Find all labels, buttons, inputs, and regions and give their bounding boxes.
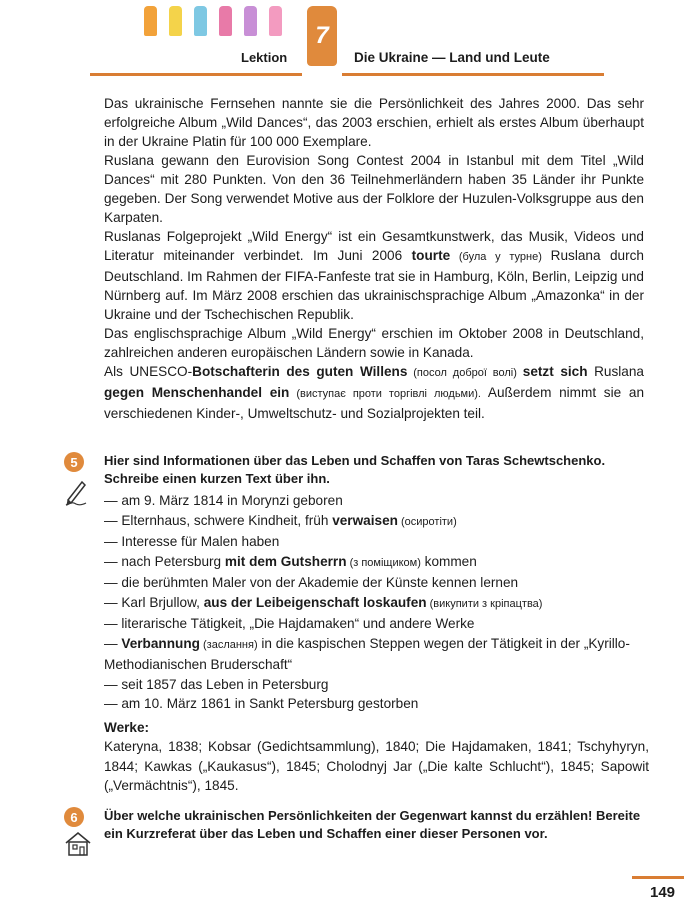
list-item-pre: — nach Petersburg (104, 553, 225, 569)
task-6-instruction: Über welche ukrainischen Persönlichkeiten der Gegenwart kannst du erzählen! Bereite ein Kurzreferat über das Leben und Schaffen einer dieser Personen vor. (104, 808, 641, 841)
paragraph-3 (104, 227, 644, 324)
p5-text-c: Außerdem nimmt sie an verschiedenen Kinder-, Umweltschutz- und Sozialprojekten teil. (104, 385, 644, 421)
task-5-list (104, 491, 649, 796)
page-title: Die Ukraine — Land und Leute (354, 50, 550, 65)
list-item-pre: — literarische Tätigkeit, „Die Hajdamaken“ und andere Werke (104, 616, 475, 631)
paragraph-5 (104, 362, 644, 423)
list-item-bold: verwaisen (332, 512, 398, 528)
task-5-number: 5 (64, 452, 84, 472)
list-item-bold: aus der Leibeigenschaft loskaufen (203, 594, 427, 610)
p3-text-b: Ruslana durch Deutschland. Im Rahmen der FIFA-Fanfeste trat sie in Hamburg, Köln, Berlin, Leipzig und Nürnberg auf. Im März 2008 erschien das ukrainischsprachige Album „Amazonka“ in der Ukraine und der Tschechischen Republik. (104, 248, 644, 322)
pen-writing-icon (64, 478, 88, 506)
list-item (104, 634, 649, 675)
list-item-pre: — seit 1857 das Leben in Petersburg (104, 676, 329, 692)
list-item (104, 694, 649, 714)
werke-text: Kateryna, 1838; Kobsar (Gedichtsammlung), 1840; Die Hajdamaken, 1841; Tschyhyryn, 1844; Kawkas („Kaukasus“), 1845; Cholodnyj Jar („Die kalte Schlucht“), 1845; Sapowit („Vermächtnis“), 1845. (104, 739, 649, 793)
list-item-ua: (осиротіти) (397, 515, 457, 528)
task-6-number: 6 (64, 807, 84, 827)
paragraph-4: Das englischsprachige Album „Wild Energy“ erschien im Oktober 2008 in Deutschland, zahlreichen anderen europäischen Ländern sowie in Kanada. (104, 326, 644, 360)
p5-bold-2: setzt sich (522, 364, 588, 379)
list-item (104, 532, 649, 552)
p3-text-a: Ruslanas Folgeprojekt „Wild Energy“ ist ein Gesamtkunstwerk, das Musik, Videos und Literatur miteinander verbindet. Im Juni 2006 (104, 229, 644, 263)
list-item-bold: mit dem Gutsherrn (224, 553, 347, 569)
tab-6 (269, 6, 282, 36)
footer-rule (632, 876, 684, 879)
p3-ua: (була у турне) (450, 251, 551, 263)
werke-title: Werke: (104, 719, 150, 735)
list-item (104, 573, 649, 593)
list-item-pre: — Elternhaus, schwere Kindheit, früh (104, 512, 333, 528)
main-text (104, 94, 644, 423)
list-item-pre: — am 10. März 1861 in Sankt Petersburg gestorben (104, 696, 419, 711)
header-rule-right (342, 73, 604, 76)
p5-text-b: Ruslana (587, 364, 644, 379)
p5-bold-3: gegen Menschenhandel ein (104, 385, 290, 400)
list-item (104, 675, 649, 695)
list-item (104, 614, 649, 634)
house-icon (64, 831, 92, 857)
list-item-pre: — am 9. März 1814 in Morynzi geboren (104, 493, 343, 508)
list-item (104, 552, 649, 574)
list-item-pre: — Interesse für Malen haben (104, 534, 280, 549)
list-item-ua: (заслання) (199, 638, 258, 651)
p5-ua-1: (посол доброї волі) (407, 367, 523, 379)
tab-1 (144, 6, 157, 36)
p3-bold: tourte (411, 248, 451, 263)
list-item (104, 491, 649, 511)
paragraph-2: Ruslana gewann den Eurovision Song Contest 2004 in Istanbul mit dem Titel „Wild Dances“ mit 280 Punkten. Von den 36 Teilnehmerländern haben 35 Länder ihr Punkte gegeben. Der Song verwendet Motive aus der Folklore der Huzulen-Volksgruppe aus den Karpaten. (104, 153, 644, 225)
lektion-number: 7 (307, 6, 337, 66)
tab-3 (194, 6, 207, 36)
list-item (104, 593, 649, 615)
list-item-post: kommen (420, 553, 477, 569)
p5-ua-2: (виступає проти торгівлі людьми). (289, 388, 481, 400)
list-item-pre: — (104, 635, 122, 651)
list-item-ua: (викупити з кріпацтва) (426, 597, 543, 610)
list-item-ua: (з поміщиком) (346, 556, 421, 569)
tab-2 (169, 6, 182, 36)
p5-text-a: Als UNESCO- (104, 364, 193, 379)
tab-5 (244, 6, 257, 36)
list-item-pre: — die berühmten Maler von der Akademie der Künste kennen lernen (104, 575, 519, 590)
task-5-instruction: Hier sind Informationen über das Leben und Schaffen von Taras Schewtschenko. Schreibe einen kurzen Text über ihn. (104, 453, 606, 486)
list-item-pre: — Karl Brjullow, (104, 594, 204, 610)
list-item-bold: Verbannung (121, 635, 200, 651)
list-item-post: in die kaspischen Steppen wegen der Tätigkeit in der „Kyrillo-Methodianischen Bruderschaft“ (104, 635, 630, 672)
p5-bold-1: Botschafterin des guten Willens (192, 364, 408, 379)
header-rule-left (90, 73, 302, 76)
page-number: 149 (650, 884, 676, 901)
paragraph-1: Das ukrainische Fernsehen nannte sie die Persönlichkeit des Jahres 2000. Das sehr erfolgreiche Album „Wild Dances“, das 2003 erschien, erhielt als erstes Album überhaupt in der Ukraine Platin für 100 000 Exemplare. (104, 96, 644, 149)
tab-4 (219, 6, 232, 36)
task-6 (64, 807, 644, 867)
lektion-label: Lektion (241, 50, 288, 65)
list-item (104, 511, 649, 533)
